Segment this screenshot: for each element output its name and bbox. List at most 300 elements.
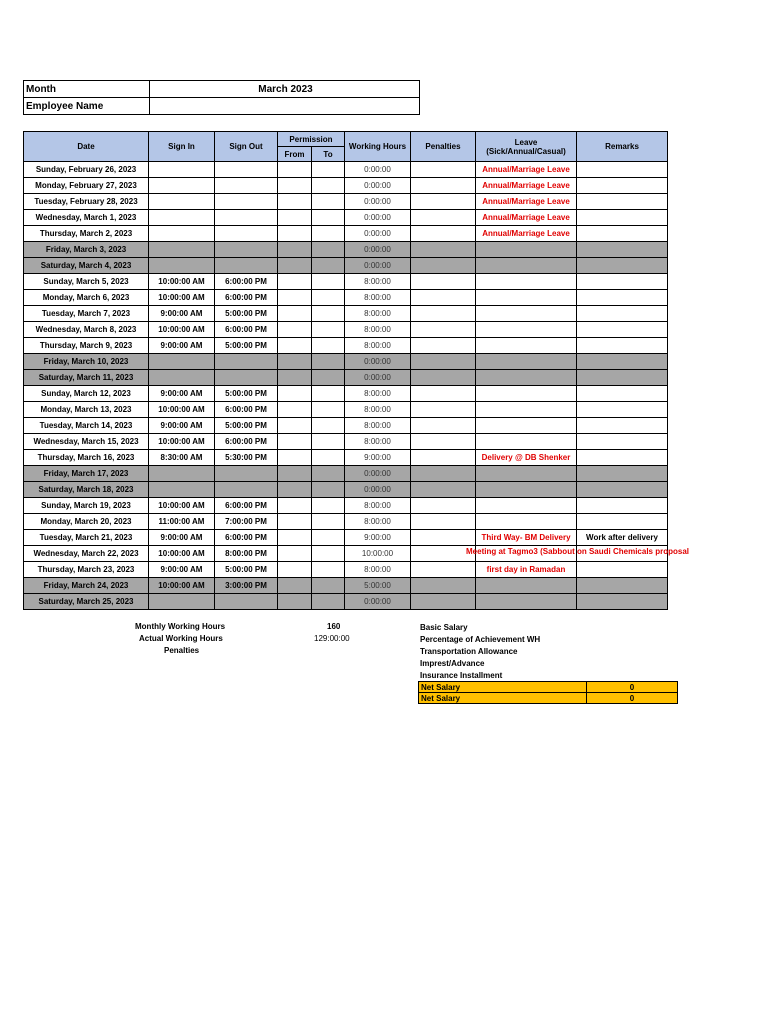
date-cell[interactable]: Sunday, March 19, 2023 [24,498,149,514]
sign-in-cell[interactable]: 9:00:00 AM [149,418,215,434]
sign-out-cell[interactable]: 6:00:00 PM [215,434,278,450]
employee-name-value[interactable] [150,98,420,115]
leave-cell[interactable] [476,290,577,306]
table-row [24,562,668,578]
remarks-cell[interactable] [577,354,668,370]
sign-in-cell[interactable] [149,162,215,178]
sign-out-cell[interactable] [215,242,278,258]
leave-cell[interactable] [476,482,577,498]
working-hours-cell[interactable]: 0:00:00 [345,162,411,178]
remarks-cell[interactable] [577,514,668,530]
working-hours-cell[interactable]: 0:00:00 [345,482,411,498]
col-leave-line1: Leave [514,137,538,147]
date-cell[interactable]: Friday, March 10, 2023 [24,354,149,370]
date-cell[interactable]: Saturday, March 11, 2023 [24,370,149,386]
leave-cell[interactable] [476,466,577,482]
date-cell[interactable]: Thursday, March 23, 2023 [24,562,149,578]
sign-out-cell[interactable] [215,482,278,498]
working-hours-cell[interactable]: 0:00:00 [345,354,411,370]
net-salary-value: 0 [587,682,678,693]
actual-working-hours-value: 129:00:00 [314,634,350,643]
permission-from-cell[interactable] [278,418,312,434]
leave-note-text: Meeting at Tagmo3 (Sabbout on Saudi Chemicals proposal [466,547,689,556]
permission-to-cell[interactable] [312,178,345,194]
permission-to-cell[interactable] [312,322,345,338]
permission-to-cell[interactable] [312,434,345,450]
working-hours-cell[interactable]: 8:00:00 [345,402,411,418]
penalties-cell[interactable] [411,466,476,482]
sign-out-cell[interactable] [215,370,278,386]
permission-to-cell[interactable] [312,258,345,274]
permission-from-cell[interactable] [278,386,312,402]
actual-working-hours-label: Actual Working Hours [139,634,223,643]
remarks-cell[interactable] [577,194,668,210]
permission-to-cell[interactable] [312,210,345,226]
sign-out-cell[interactable]: 5:00:00 PM [215,306,278,322]
imprest-label: Imprest/Advance [420,659,485,668]
working-hours-cell[interactable]: 0:00:00 [345,594,411,610]
date-cell[interactable]: Thursday, March 16, 2023 [24,450,149,466]
sign-out-cell[interactable] [215,594,278,610]
penalties-cell[interactable] [411,338,476,354]
penalties-cell[interactable] [411,386,476,402]
insurance-label: Insurance Installment [420,671,503,680]
penalties-cell[interactable] [411,562,476,578]
sign-in-cell[interactable] [149,210,215,226]
working-hours-cell[interactable]: 9:00:00 [345,530,411,546]
col-permission-from: From [278,147,312,162]
date-cell[interactable]: Wednesday, March 15, 2023 [24,434,149,450]
penalties-cell[interactable] [411,290,476,306]
net-salary-value-2: 0 [587,693,678,704]
permission-from-cell[interactable] [278,274,312,290]
remarks-cell[interactable] [577,242,668,258]
remarks-cell[interactable] [577,562,668,578]
table-row [24,162,668,178]
date-cell[interactable]: Wednesday, March 22, 2023 [24,546,149,562]
permission-from-cell[interactable] [278,258,312,274]
permission-to-cell[interactable] [312,546,345,562]
date-cell[interactable]: Monday, March 13, 2023 [24,402,149,418]
permission-to-cell[interactable] [312,562,345,578]
leave-cell[interactable]: Annual/Marriage Leave [476,162,577,178]
sign-out-cell[interactable]: 5:30:00 PM [215,450,278,466]
table-row [24,466,668,482]
sign-out-cell[interactable]: 8:00:00 PM [215,546,278,562]
leave-cell[interactable] [476,242,577,258]
remarks-cell[interactable] [577,466,668,482]
working-hours-cell[interactable]: 0:00:00 [345,210,411,226]
sign-out-cell[interactable] [215,162,278,178]
remarks-cell[interactable] [577,482,668,498]
penalties-label: Penalties [164,646,200,655]
remarks-cell[interactable] [577,226,668,242]
sign-in-cell[interactable]: 10:00:00 AM [149,546,215,562]
date-cell[interactable]: Friday, March 24, 2023 [24,578,149,594]
col-leave [476,132,577,162]
remarks-cell[interactable] [577,418,668,434]
sign-in-cell[interactable]: 9:00:00 AM [149,530,215,546]
date-cell[interactable]: Sunday, February 26, 2023 [24,162,149,178]
permission-from-cell[interactable] [278,162,312,178]
sign-in-cell[interactable]: 10:00:00 AM [149,290,215,306]
working-hours-cell[interactable]: 5:00:00 [345,578,411,594]
permission-to-cell[interactable] [312,290,345,306]
leave-cell[interactable] [476,578,577,594]
sign-in-cell[interactable] [149,354,215,370]
sign-in-cell[interactable] [149,178,215,194]
permission-from-cell[interactable] [278,290,312,306]
penalties-cell[interactable] [411,274,476,290]
permission-to-cell[interactable] [312,274,345,290]
permission-from-cell[interactable] [278,594,312,610]
penalties-cell[interactable] [411,578,476,594]
leave-cell[interactable] [476,354,577,370]
sign-in-cell[interactable] [149,370,215,386]
permission-to-cell[interactable] [312,578,345,594]
net-salary-table [418,681,678,704]
permission-to-cell[interactable] [312,226,345,242]
working-hours-cell[interactable]: 10:00:00 [345,546,411,562]
leave-cell[interactable] [466,546,689,562]
permission-from-cell[interactable] [278,306,312,322]
permission-from-cell[interactable] [278,578,312,594]
working-hours-cell[interactable]: 8:00:00 [345,498,411,514]
date-cell[interactable]: Saturday, March 18, 2023 [24,482,149,498]
remarks-cell[interactable] [577,402,668,418]
sign-in-cell[interactable] [149,594,215,610]
col-penalties: Penalties [411,132,476,162]
working-hours-cell[interactable]: 8:00:00 [345,514,411,530]
month-employee-header [23,80,420,115]
sign-in-cell[interactable]: 10:00:00 AM [149,274,215,290]
permission-from-cell[interactable] [278,210,312,226]
working-hours-cell[interactable]: 0:00:00 [345,242,411,258]
penalties-cell[interactable] [411,242,476,258]
leave-cell[interactable]: Annual/Marriage Leave [476,178,577,194]
remarks-cell[interactable] [577,322,668,338]
permission-to-cell[interactable] [312,418,345,434]
permission-from-cell[interactable] [278,482,312,498]
table-row [24,450,668,466]
leave-cell[interactable] [476,258,577,274]
permission-to-cell[interactable] [312,514,345,530]
table-row [24,338,668,354]
permission-to-cell[interactable] [312,370,345,386]
penalties-cell[interactable] [411,354,476,370]
sign-out-cell[interactable]: 5:00:00 PM [215,562,278,578]
working-hours-cell[interactable]: 8:00:00 [345,338,411,354]
penalties-cell[interactable] [411,322,476,338]
date-cell[interactable]: Saturday, March 25, 2023 [24,594,149,610]
remarks-cell[interactable] [577,498,668,514]
permission-to-cell[interactable] [312,242,345,258]
sign-out-cell[interactable]: 5:00:00 PM [215,338,278,354]
permission-from-cell[interactable] [278,562,312,578]
leave-cell[interactable] [476,434,577,450]
permission-to-cell[interactable] [312,306,345,322]
permission-to-cell[interactable] [312,162,345,178]
date-cell[interactable]: Thursday, March 9, 2023 [24,338,149,354]
sign-in-cell[interactable]: 11:00:00 AM [149,514,215,530]
date-cell[interactable]: Tuesday, February 28, 2023 [24,194,149,210]
table-row [24,322,668,338]
working-hours-cell[interactable]: 0:00:00 [345,226,411,242]
leave-cell[interactable] [476,274,577,290]
permission-from-cell[interactable] [278,498,312,514]
date-cell[interactable]: Friday, March 3, 2023 [24,242,149,258]
table-row [24,370,668,386]
leave-cell[interactable]: Third Way- BM Delivery [476,530,577,546]
permission-from-cell[interactable] [278,514,312,530]
penalties-cell[interactable] [411,482,476,498]
date-cell[interactable]: Tuesday, March 21, 2023 [24,530,149,546]
sign-in-cell[interactable]: 9:00:00 AM [149,386,215,402]
date-cell[interactable]: Monday, March 20, 2023 [24,514,149,530]
permission-to-cell[interactable] [312,482,345,498]
table-row [24,210,668,226]
monthly-working-hours-value: 160 [327,622,341,631]
remarks-cell[interactable] [577,578,668,594]
table-row [24,258,668,274]
working-hours-cell[interactable]: 8:00:00 [345,386,411,402]
sign-in-cell[interactable]: 10:00:00 AM [149,402,215,418]
table-row [24,226,668,242]
sign-in-cell[interactable]: 8:30:00 AM [149,450,215,466]
permission-from-cell[interactable] [278,178,312,194]
col-permission-to: To [312,147,345,162]
penalties-cell[interactable] [411,434,476,450]
permission-from-cell[interactable] [278,354,312,370]
penalties-cell[interactable] [411,178,476,194]
penalties-cell[interactable] [411,594,476,610]
permission-from-cell[interactable] [278,226,312,242]
permission-from-cell[interactable] [278,402,312,418]
net-salary-label-2: Net Salary [419,693,587,704]
sign-out-cell[interactable] [215,194,278,210]
sign-out-cell[interactable] [215,178,278,194]
remarks-cell[interactable] [577,450,668,466]
working-hours-cell[interactable]: 0:00:00 [345,194,411,210]
sign-in-cell[interactable] [149,226,215,242]
working-hours-cell[interactable]: 8:00:00 [345,306,411,322]
sign-in-cell[interactable]: 9:00:00 AM [149,338,215,354]
remarks-cell[interactable] [577,306,668,322]
permission-from-cell[interactable] [278,242,312,258]
sign-out-cell[interactable]: 6:00:00 PM [215,498,278,514]
penalties-cell[interactable] [411,514,476,530]
permission-to-cell[interactable] [312,530,345,546]
working-hours-cell[interactable]: 0:00:00 [345,466,411,482]
working-hours-cell[interactable]: 8:00:00 [345,562,411,578]
table-row [24,434,668,450]
date-cell[interactable]: Tuesday, March 7, 2023 [24,306,149,322]
leave-cell[interactable] [476,594,577,610]
remarks-cell[interactable] [577,594,668,610]
net-salary-label: Net Salary [419,682,587,693]
leave-cell[interactable] [476,306,577,322]
table-row [24,354,668,370]
col-working-hours: Working Hours [345,132,411,162]
leave-cell[interactable]: Annual/Marriage Leave [476,210,577,226]
penalties-cell[interactable] [411,258,476,274]
table-row [24,274,668,290]
leave-cell[interactable] [476,418,577,434]
leave-cell[interactable] [476,498,577,514]
sign-in-cell[interactable] [149,258,215,274]
sign-out-cell[interactable] [215,210,278,226]
penalties-cell[interactable] [411,530,476,546]
penalties-cell[interactable] [411,306,476,322]
sign-in-cell[interactable]: 10:00:00 AM [149,498,215,514]
working-hours-cell[interactable]: 8:00:00 [345,418,411,434]
leave-cell[interactable] [476,402,577,418]
col-sign-out: Sign Out [215,132,278,162]
sign-in-cell[interactable]: 9:00:00 AM [149,306,215,322]
col-remarks: Remarks [577,132,668,162]
leave-cell[interactable] [476,514,577,530]
leave-cell[interactable] [476,370,577,386]
leave-cell[interactable]: first day in Ramadan [476,562,577,578]
penalties-cell[interactable] [411,194,476,210]
col-sign-in: Sign In [149,132,215,162]
sign-out-cell[interactable] [215,354,278,370]
remarks-cell[interactable] [577,274,668,290]
remarks-cell[interactable] [577,210,668,226]
permission-to-cell[interactable] [312,498,345,514]
remarks-cell[interactable]: Work after delivery [577,530,668,546]
date-cell[interactable]: Monday, February 27, 2023 [24,178,149,194]
date-cell[interactable]: Thursday, March 2, 2023 [24,226,149,242]
sign-in-cell[interactable]: 10:00:00 AM [149,322,215,338]
remarks-cell[interactable] [577,370,668,386]
remarks-cell[interactable] [577,338,668,354]
remarks-cell[interactable] [577,258,668,274]
penalties-cell[interactable] [411,226,476,242]
sign-out-cell[interactable]: 7:00:00 PM [215,514,278,530]
permission-from-cell[interactable] [278,338,312,354]
sign-in-cell[interactable]: 10:00:00 AM [149,434,215,450]
sign-out-cell[interactable] [215,226,278,242]
working-hours-cell[interactable]: 8:00:00 [345,274,411,290]
remarks-cell[interactable] [577,178,668,194]
permission-to-cell[interactable] [312,450,345,466]
permission-from-cell[interactable] [278,450,312,466]
month-value[interactable]: March 2023 [150,81,420,98]
working-hours-cell[interactable]: 9:00:00 [345,450,411,466]
leave-cell[interactable]: Annual/Marriage Leave [476,194,577,210]
sign-out-cell[interactable]: 5:00:00 PM [215,418,278,434]
monthly-working-hours-label: Monthly Working Hours [135,622,226,631]
sign-in-cell[interactable] [149,466,215,482]
permission-from-cell[interactable] [278,530,312,546]
sign-in-cell[interactable] [149,242,215,258]
permission-from-cell[interactable] [278,322,312,338]
sign-in-cell[interactable]: 9:00:00 AM [149,562,215,578]
sign-out-cell[interactable]: 6:00:00 PM [215,530,278,546]
working-hours-cell[interactable]: 8:00:00 [345,322,411,338]
remarks-cell[interactable] [577,290,668,306]
date-cell[interactable]: Wednesday, March 8, 2023 [24,322,149,338]
sign-out-cell[interactable]: 6:00:00 PM [215,274,278,290]
sign-in-cell[interactable] [149,482,215,498]
permission-to-cell[interactable] [312,594,345,610]
date-cell[interactable]: Monday, March 6, 2023 [24,290,149,306]
sign-out-cell[interactable]: 5:00:00 PM [215,386,278,402]
permission-from-cell[interactable] [278,194,312,210]
table-row [24,178,668,194]
month-label: Month [24,81,150,98]
penalties-cell[interactable] [411,402,476,418]
penalties-cell[interactable] [411,450,476,466]
working-hours-cell[interactable]: 8:00:00 [345,290,411,306]
leave-cell[interactable]: Annual/Marriage Leave [476,226,577,242]
permission-to-cell[interactable] [312,402,345,418]
remarks-cell[interactable] [577,162,668,178]
working-hours-cell[interactable]: 0:00:00 [345,258,411,274]
date-cell[interactable]: Saturday, March 4, 2023 [24,258,149,274]
col-permission: Permission [278,132,345,147]
leave-cell[interactable] [476,338,577,354]
sign-out-cell[interactable]: 6:00:00 PM [215,402,278,418]
leave-cell[interactable] [476,386,577,402]
penalties-cell[interactable] [411,162,476,178]
permission-to-cell[interactable] [312,466,345,482]
date-cell[interactable]: Sunday, March 12, 2023 [24,386,149,402]
sign-out-cell[interactable]: 3:00:00 PM [215,578,278,594]
sign-out-cell[interactable]: 6:00:00 PM [215,290,278,306]
permission-from-cell[interactable] [278,370,312,386]
table-row [24,194,668,210]
col-date: Date [24,132,149,162]
working-hours-cell[interactable]: 0:00:00 [345,178,411,194]
leave-cell[interactable] [476,322,577,338]
table-row [24,482,668,498]
table-row [24,546,668,562]
permission-from-cell[interactable] [278,434,312,450]
sign-out-cell[interactable]: 6:00:00 PM [215,322,278,338]
penalties-cell[interactable] [411,370,476,386]
table-row [24,578,668,594]
permission-from-cell[interactable] [278,466,312,482]
penalties-cell[interactable] [411,418,476,434]
table-row [24,514,668,530]
working-hours-cell[interactable]: 8:00:00 [345,434,411,450]
penalties-cell[interactable] [411,498,476,514]
remarks-cell[interactable] [577,434,668,450]
date-cell[interactable]: Sunday, March 5, 2023 [24,274,149,290]
permission-to-cell[interactable] [312,354,345,370]
table-row [24,306,668,322]
attendance-table [23,131,689,610]
date-cell[interactable]: Wednesday, March 1, 2023 [24,210,149,226]
permission-from-cell[interactable] [278,546,312,562]
date-cell[interactable]: Tuesday, March 14, 2023 [24,418,149,434]
date-cell[interactable]: Friday, March 17, 2023 [24,466,149,482]
working-hours-cell[interactable]: 0:00:00 [345,370,411,386]
permission-to-cell[interactable] [312,338,345,354]
remarks-cell[interactable] [577,386,668,402]
leave-cell[interactable]: Delivery @ DB Shenker [476,450,577,466]
sign-out-cell[interactable] [215,258,278,274]
permission-to-cell[interactable] [312,386,345,402]
permission-to-cell[interactable] [312,194,345,210]
penalties-cell[interactable] [411,210,476,226]
employee-name-label: Employee Name [24,98,150,115]
sign-in-cell[interactable] [149,194,215,210]
sign-in-cell[interactable]: 10:00:00 AM [149,578,215,594]
sign-out-cell[interactable] [215,466,278,482]
